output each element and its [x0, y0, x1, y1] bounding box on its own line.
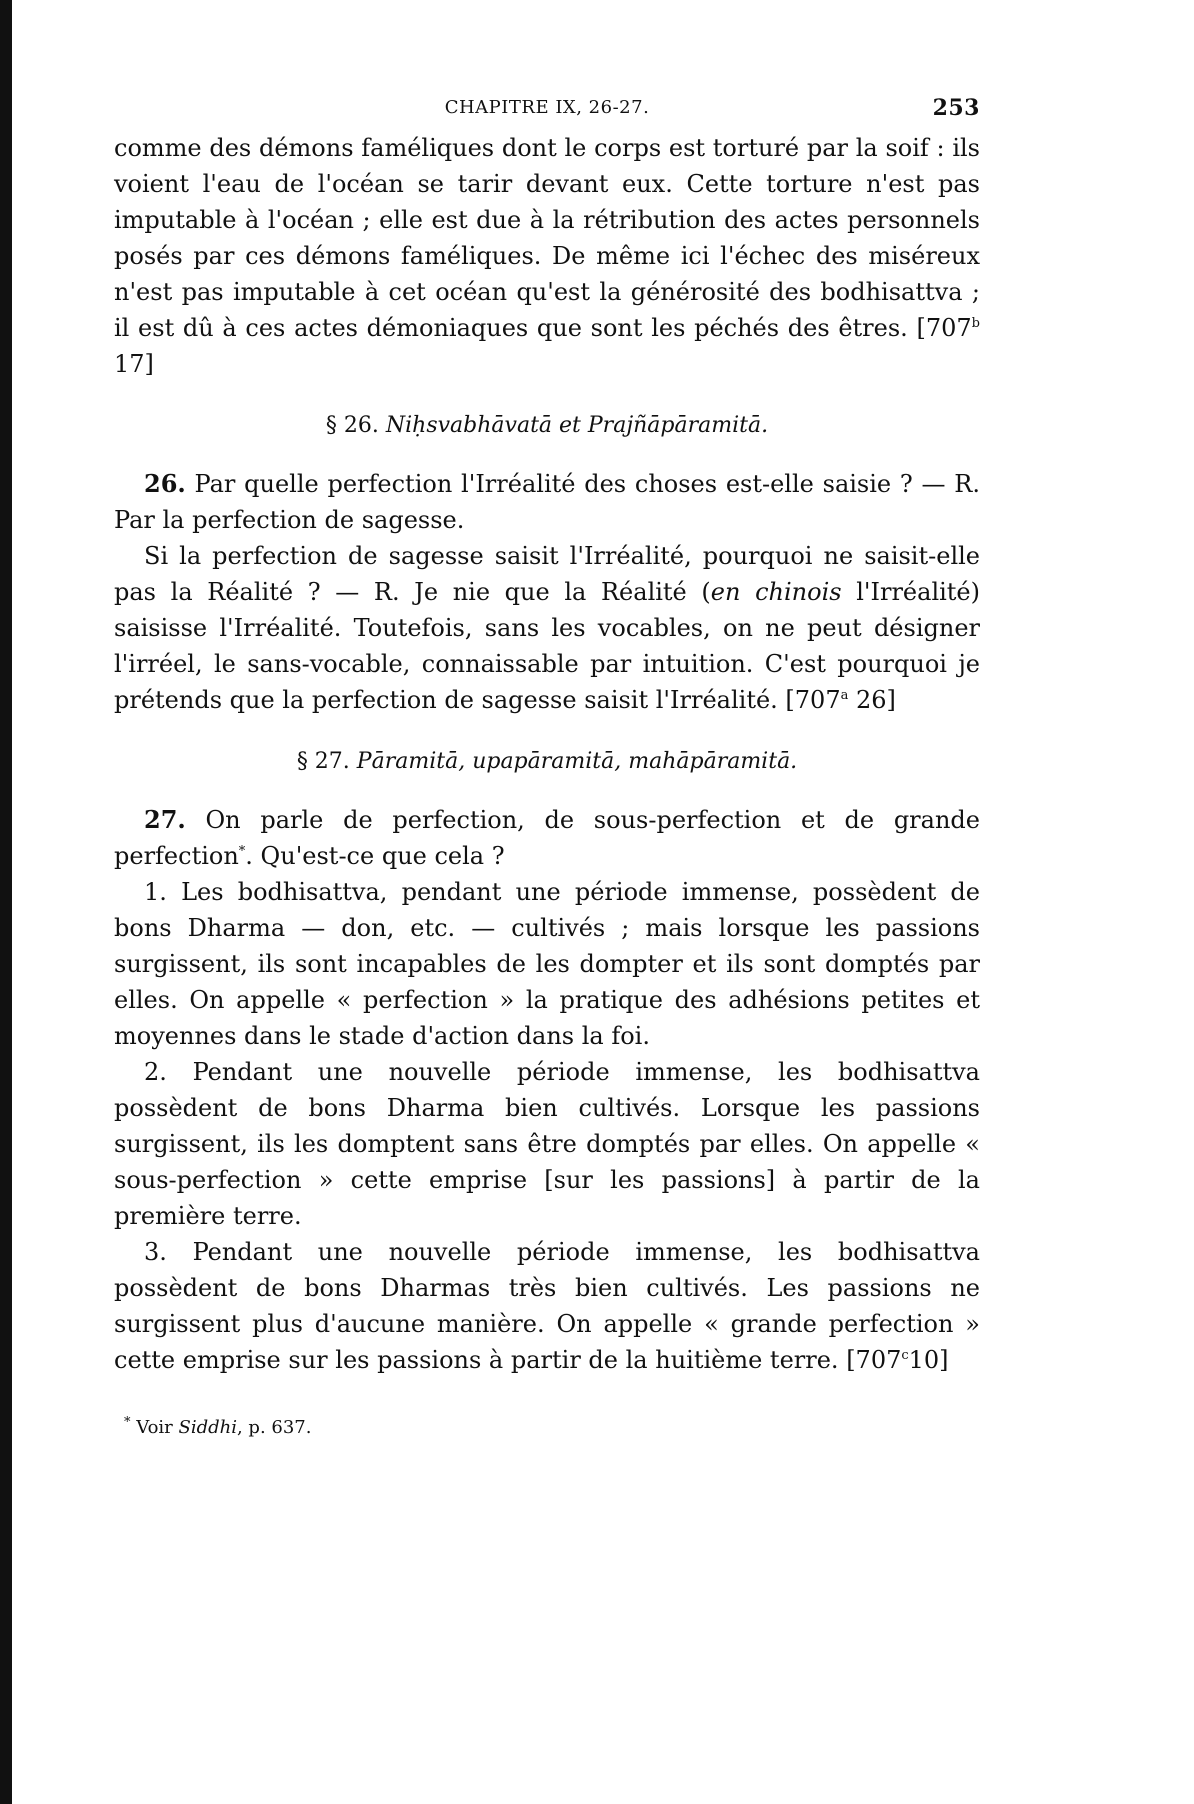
paragraph-26-question: 26. Par quelle perfection l'Irréalité des choses est-elle saisie ? — R. Par la perfection de sagesse.: [114, 469, 980, 534]
paragraph-27-item-2: 2. Pendant une nouvelle période immense, les bodhisattva possèdent de bons Dharma bien cultivés. Lorsque les passions surgissent, ils les domptent sans être domptés par elles. On appelle « sous-perfection » cette emprise [sur les passions] à partir de la première terre.: [114, 1058, 980, 1230]
page: [114, 90, 980, 1446]
running-header: [114, 90, 980, 130]
paragraph-27-question: 27. On parle de perfection, de sous-perfection et de grande perfection*. Qu'est-ce que cela ?: [114, 805, 980, 870]
paragraph-continuation: comme des démons faméliques dont le corps est torturé par la soif : ils voient l'eau de l'océan se tarir devant eux. Cette torture n'est pas imputable à l'océan ; elle est due à la rétribution des actes personnels posés par ces démons faméliques. De même ici l'échec des miséreux n'est pas imputable à cet océan qu'est la générosité des bodhisattva ; il est dû à ces actes démoniaques que sont les péchés des êtres. [707$^b$ 17]: [114, 134, 980, 378]
book-spine-shadow: [0, 0, 12, 1804]
paragraph-27-item-1: 1. Les bodhisattva, pendant une période immense, possèdent de bons Dharma — don, etc. — cultivés ; mais lorsque les passions surgissent, ils sont incapables de les dompter et ils sont domptés par elles. On appelle « perfection » la pratique des adhésions petites et moyennes dans le stade d'action dans la foi.: [114, 878, 980, 1050]
running-title: CHAPITRE IX, 26-27.: [444, 97, 650, 118]
footnote: * Voir Siddhi, p. 637.: [124, 1415, 312, 1438]
section-heading-26: § 26. Niḥsvabhāvatā et Prajñāpāramitā.: [325, 413, 769, 438]
section-heading-27: § 27. Pāramitā, upapāramitā, mahāpāramitā.: [296, 749, 798, 774]
page-number: 253: [932, 95, 980, 121]
paragraph-26-answer: Si la perfection de sagesse saisit l'Irréalité, pourquoi ne saisit-elle pas la Réalité ? — R. Je nie que la Réalité (en chinois l'Irréalité) saisisse l'Irréalité. Toutefois, sans les vocables, on ne peut désigner l'irréel, le sans-vocable, connaissable par intuition. C'est pourquoi je prétends que la perfection de sagesse saisit l'Irréalité. [707$^a$ 26]: [114, 542, 981, 714]
paragraph-27-item-3: 3. Pendant une nouvelle période immense, les bodhisattva possèdent de bons Dharmas très bien cultivés. Les passions ne surgissent plus d'aucune manière. On appelle « grande perfection » cette emprise sur les passions à partir de la huitième terre. [707$^c$10]: [114, 1238, 980, 1374]
footnote-marker: *: [238, 844, 246, 859]
